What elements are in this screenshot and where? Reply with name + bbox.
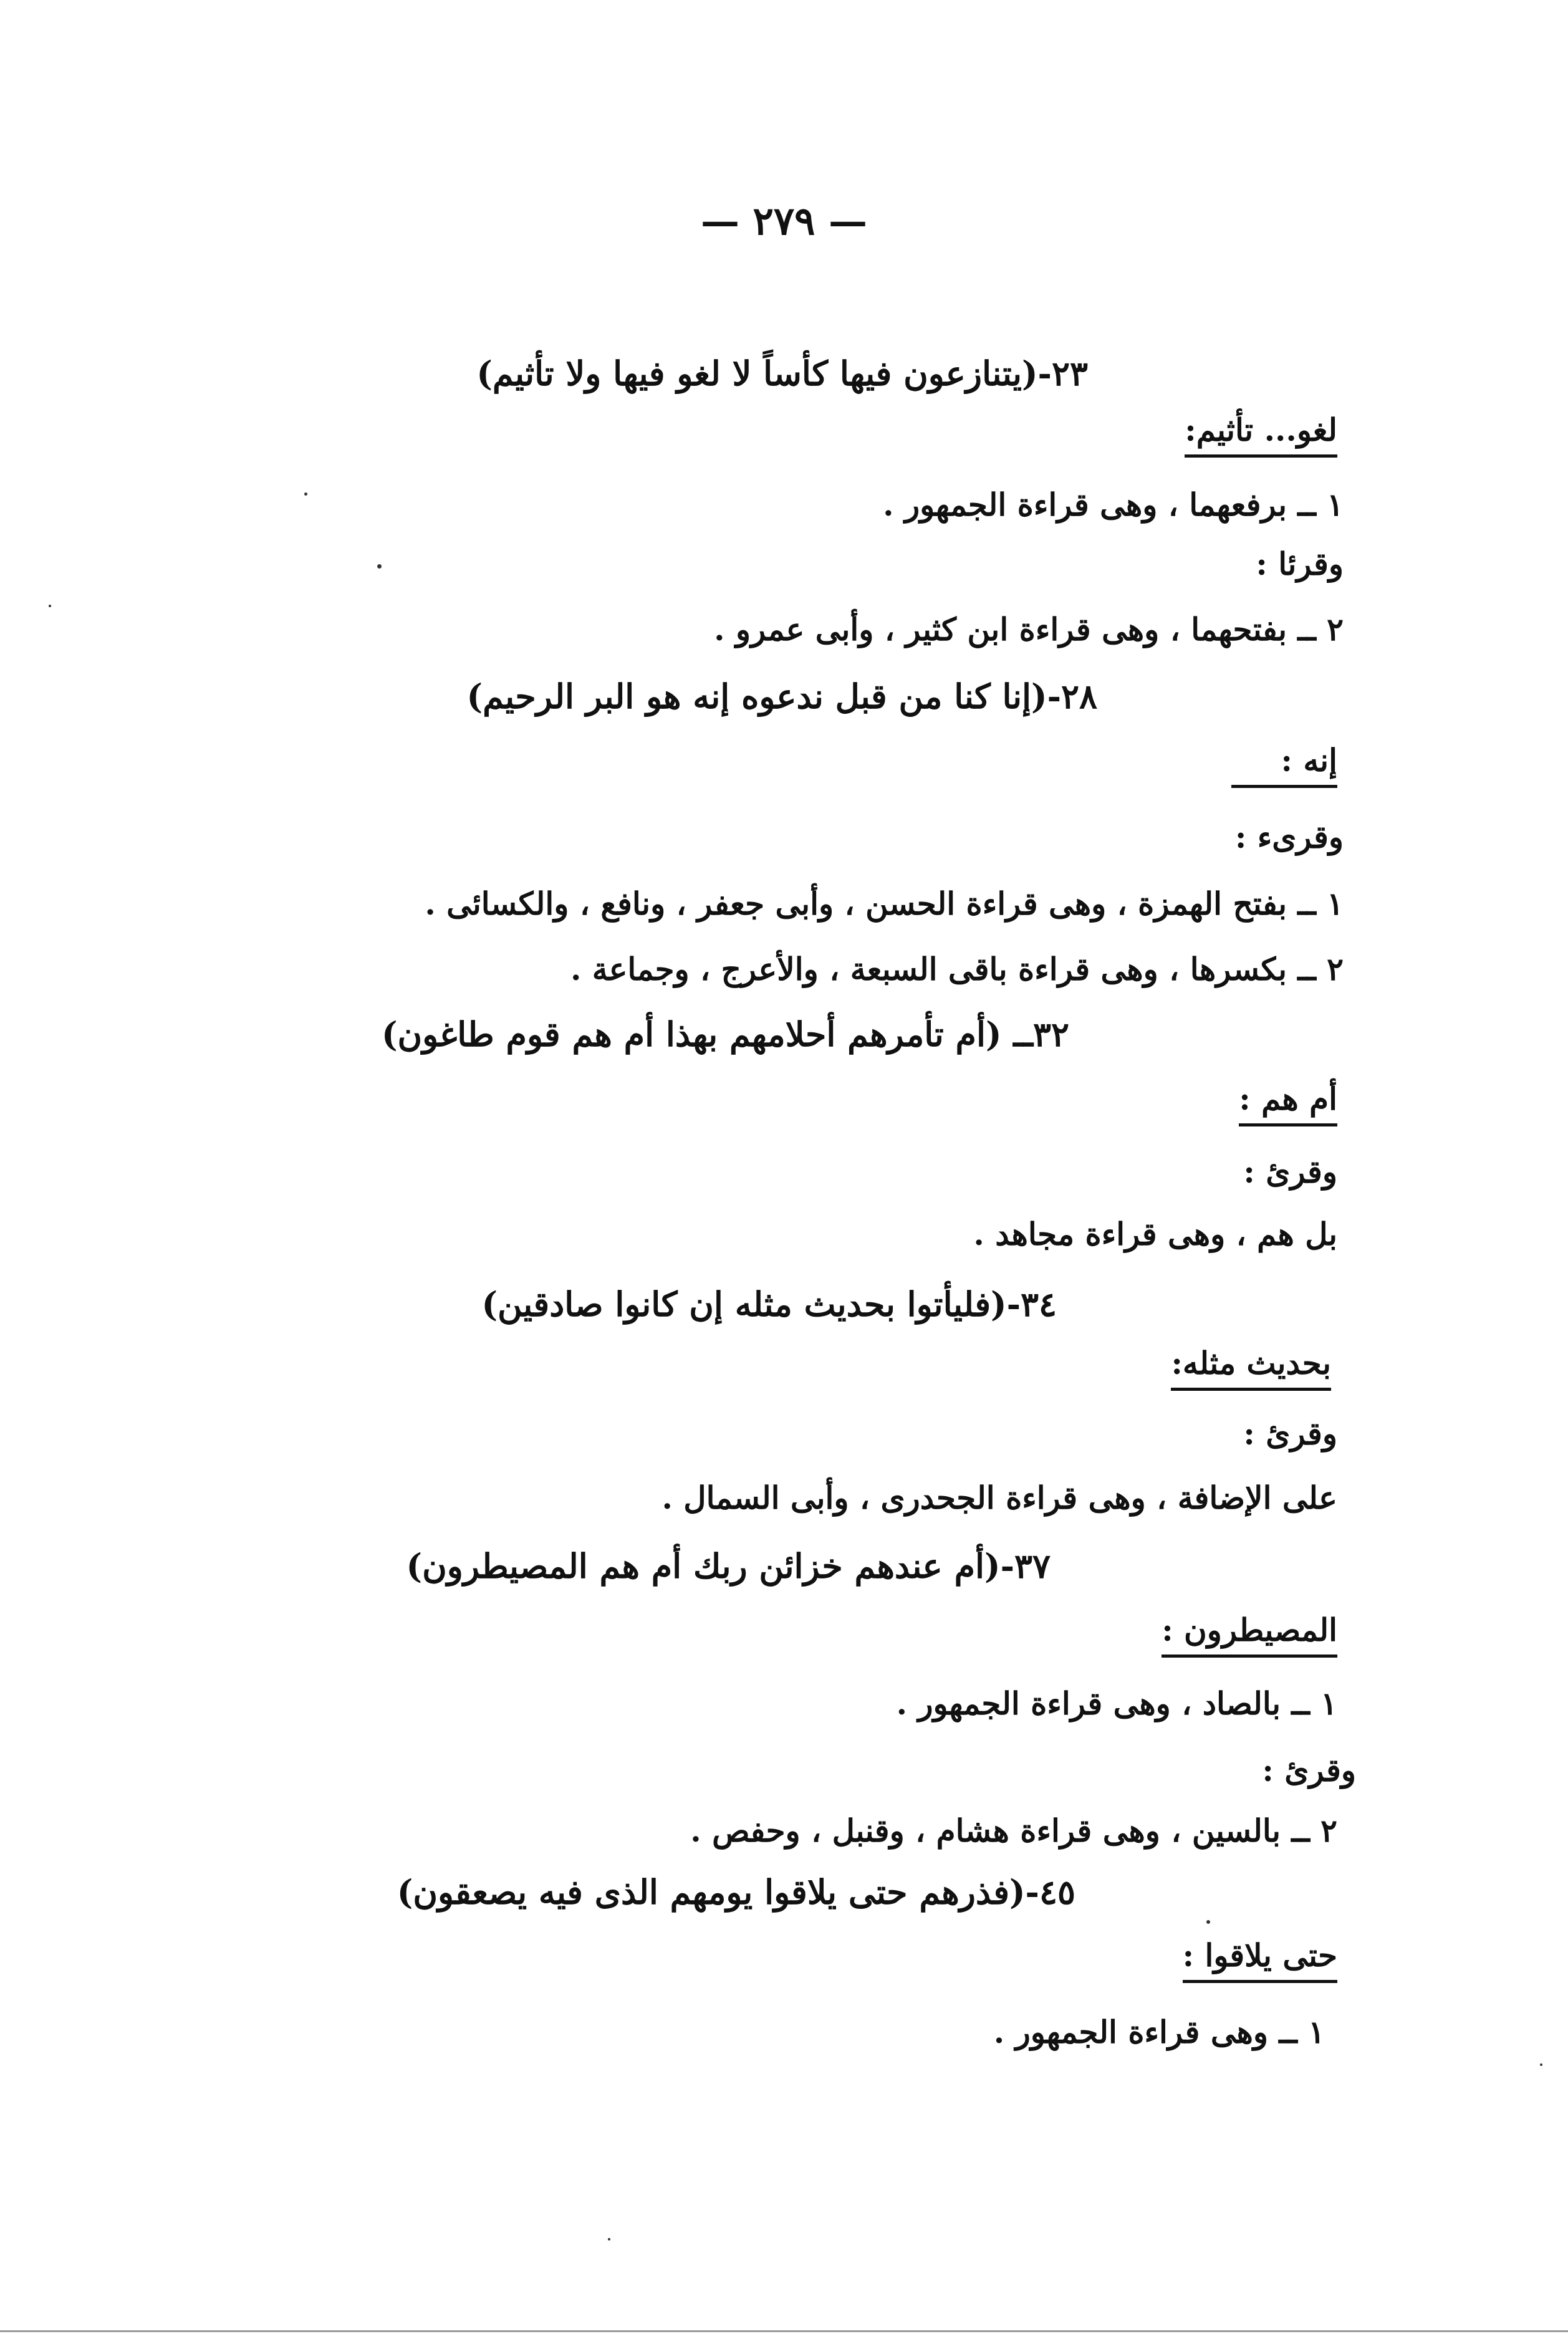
reading-34: على الإضافة ، وهى قراءة الجحدرى ، وأبى السمال .	[661, 1479, 1337, 1516]
scan-speck	[1540, 2063, 1542, 2066]
heading-am-hum: أم هم :	[1239, 1083, 1337, 1126]
qurri-37: وقرئ :	[1262, 1752, 1356, 1789]
qurri-34: وقرئ :	[1243, 1415, 1337, 1452]
scan-speck	[377, 564, 382, 569]
verse-34: ٣٤-(فليأتوا بحديث مثله إن كانوا صادقين)	[481, 1284, 1057, 1324]
qurri-28: وقرىء :	[1234, 819, 1344, 855]
qurri-23: وقرئا :	[1256, 545, 1344, 582]
reading-28-2: ٢ ــ بكسرها ، وهى قراءة باقى السبعة ، والأعرج ، وجماعة .	[570, 951, 1344, 987]
verse-37: ٣٧-(أم عندهم خزائن ربك أم هم المصيطرون)	[406, 1546, 1051, 1586]
page-bottom-edge	[0, 2330, 1568, 2332]
verse-28: ٢٨-(إنا كنا من قبل ندعوه إنه هو البر الرحيم)	[466, 676, 1097, 716]
reading-37-2: ٢ ــ بالسين ، وهى قراءة هشام ، وقنبل ، وحفص .	[690, 1812, 1337, 1849]
reading-28-1: ١ ــ بفتح الهمزة ، وهى قراءة الحسن ، وأبى جعفر ، ونافع ، والكسائى .	[425, 885, 1344, 922]
reading-23-2: ٢ ــ بفتحهما ، وهى قراءة ابن كثير ، وأبى عمرو .	[714, 611, 1344, 648]
heading-al-musaytirun: المصيطرون :	[1162, 1615, 1337, 1658]
scan-speck	[304, 492, 307, 496]
scan-speck	[1206, 1920, 1210, 1924]
scan-speck	[49, 605, 51, 607]
heading-innahu: إنه :	[1231, 745, 1337, 788]
verse-23: ٢٣-(يتنازعون فيها كأساً لا لغو فيها ولا تأثيم)	[476, 353, 1088, 393]
verse-45: ٤٥-(فذرهم حتى يلاقوا يومهم الذى فيه يصعقون)	[397, 1872, 1075, 1912]
reading-23-1: ١ ــ برفعهما ، وهى قراءة الجمهور .	[883, 486, 1344, 523]
reading-45: ١ ــ وهى قراءة الجمهور .	[993, 2014, 1325, 2050]
verse-32: ٣٢ــ (أم تأمرهم أحلامهم بهذا أم هم قوم طاغون)	[381, 1014, 1069, 1054]
scan-speck	[608, 2238, 610, 2241]
heading-laghw-tathim: لغو... تأثيم:	[1185, 415, 1337, 458]
reading-37-1: ١ ــ بالصاد ، وهى قراءة الجمهور .	[896, 1685, 1337, 1722]
qurri-32: وقرئ :	[1243, 1153, 1337, 1190]
reading-32: بل هم ، وهى قراءة مجاهد .	[973, 1216, 1337, 1252]
heading-bihadith-mithlihi: بحديث مثله:	[1171, 1348, 1331, 1391]
heading-hatta-yulaqu: حتى يلاقوا :	[1183, 1940, 1337, 1983]
page-number: — ٢٧٩ —	[700, 198, 868, 244]
